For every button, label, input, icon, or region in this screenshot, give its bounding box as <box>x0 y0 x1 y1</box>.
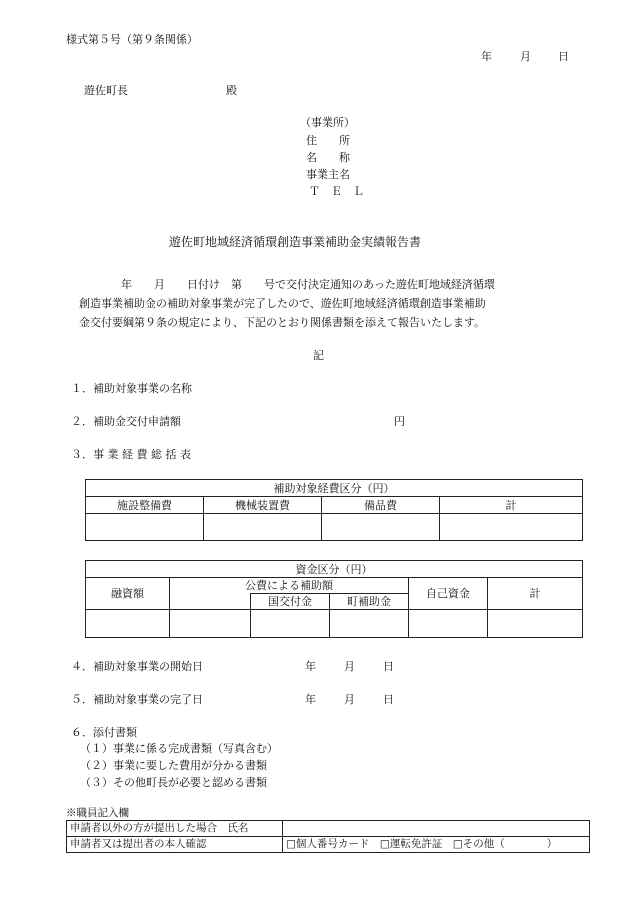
header-spacer <box>170 594 251 610</box>
value-spacer <box>170 610 251 638</box>
office-name-label: 名 称 <box>306 151 350 164</box>
ki-label: 記 <box>313 349 324 362</box>
header-total: 計 <box>440 497 583 514</box>
staff-row1-label: 申請者以外の方が提出した場合 氏名 <box>67 821 283 837</box>
body-line-2: 創造事業補助金の補助対象事業が完了したので、遊佐町地域経済循環創造事業補助 <box>79 297 486 310</box>
header-facility: 施設整備費 <box>86 497 204 514</box>
value-loan <box>86 610 170 638</box>
date-year: 年 <box>481 50 492 63</box>
office-address-label: 住 所 <box>306 134 350 147</box>
staff-heading: ※職員記入欄 <box>66 807 129 819</box>
staff-row2-label: 申請者又は提出者の本人確認 <box>67 837 283 853</box>
office-owner-label: 事業主名 <box>306 168 350 181</box>
item-5-month: 月 <box>344 693 355 706</box>
item-5: ５．補助対象事業の完了日 <box>71 693 203 706</box>
item-4-day: 日 <box>383 660 394 673</box>
value-total <box>440 514 583 541</box>
header-public-subsidy: 公費による補助額 <box>170 578 409 594</box>
item-5-year: 年 <box>305 693 316 706</box>
item-2: ２．補助金交付申請額 <box>71 415 181 428</box>
staff-table <box>66 820 590 853</box>
value-facility <box>86 514 204 541</box>
header-national-grant: 国交付金 <box>251 594 330 610</box>
header-loan: 融資額 <box>86 578 170 610</box>
honorific: 殿 <box>226 84 237 97</box>
date-month: 月 <box>520 50 531 63</box>
attachment-2: （２）事業に要した費用が分かる書類 <box>80 759 267 772</box>
form-number: 様式第５号（第９条関係） <box>66 33 198 46</box>
expense-table-caption: 補助対象経費区分（円） <box>86 480 583 497</box>
attachment-3: （３）その他町長が必要と認める書類 <box>80 776 267 789</box>
body-line-3: 金交付要綱第９条の規定により、下記のとおり関係書類を添えて報告いたします。 <box>79 316 486 329</box>
funding-table-caption: 資金区分（円） <box>86 561 583 578</box>
header-town-subsidy: 町補助金 <box>330 594 409 610</box>
item-3: ３．事 業 経 費 総 括 表 <box>71 448 191 461</box>
item-1: １．補助対象事業の名称 <box>71 382 192 395</box>
value-national-grant <box>251 610 330 638</box>
expense-table <box>85 479 583 541</box>
item-2-unit: 円 <box>394 415 405 428</box>
body-line-1: 年 月 日付け 第 号で交付決定通知のあった遊佐町地域経済循環 <box>121 278 495 291</box>
item-4-year: 年 <box>305 660 316 673</box>
value-funding-total <box>488 610 583 638</box>
header-machinery: 機械装置費 <box>204 497 322 514</box>
office-tel-label: Ｔ Ｅ Ｌ <box>309 185 364 198</box>
value-town-subsidy <box>330 610 409 638</box>
value-machinery <box>204 514 322 541</box>
value-equipment <box>322 514 440 541</box>
item-6: ６．添付書類 <box>71 726 137 739</box>
item-4-month: 月 <box>344 660 355 673</box>
item-4: ４．補助対象事業の開始日 <box>71 660 203 673</box>
attachment-1: （１）事業に係る完成書類（写真含む） <box>80 742 278 755</box>
item-5-day: 日 <box>383 693 394 706</box>
addressee: 遊佐町長 <box>84 84 128 97</box>
staff-row1-value <box>283 821 590 837</box>
date-day: 日 <box>558 50 569 63</box>
funding-table <box>85 560 583 638</box>
document-title: 遊佐町地域経済循環創造事業補助金実績報告書 <box>169 235 422 249</box>
header-equipment: 備品費 <box>322 497 440 514</box>
value-own-funds <box>409 610 488 638</box>
staff-id-options: □個人番号カード □運転免許証 □その他（ ） <box>283 837 590 853</box>
header-own-funds: 自己資金 <box>409 578 488 610</box>
office-heading: （事業所） <box>300 116 355 129</box>
header-funding-total: 計 <box>488 578 583 610</box>
